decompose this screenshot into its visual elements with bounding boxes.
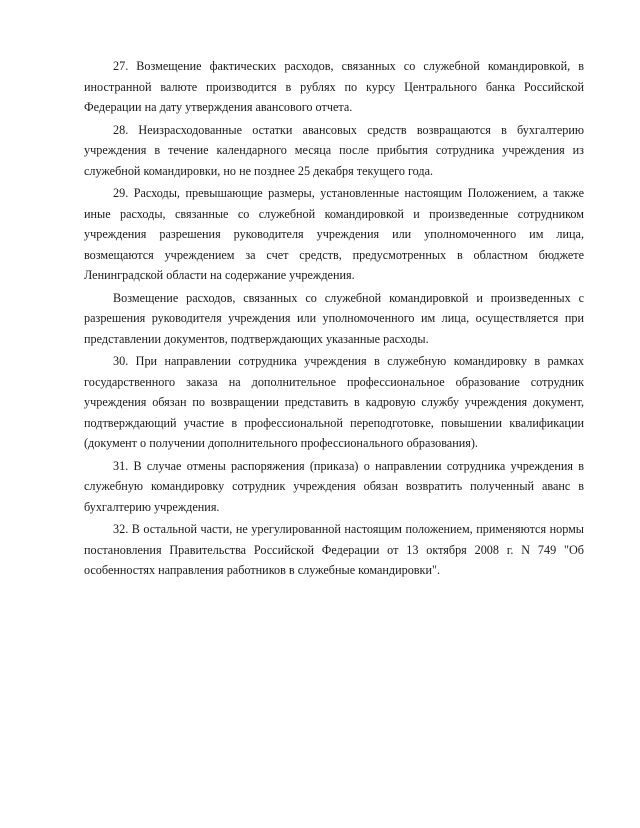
paragraph-30: 30. При направлении сотрудника учреждения в служебную командировку в рамках государственного заказа на дополнительное профессиональное образование сотрудник учреждения обязан по возвращении представить в кадровую службу учреждения документ, подтверждающий участие в профессиональной переподготовке, повышении квалификации (документ о получении дополнительного профессионального образования). xyxy=(84,354,584,450)
paragraph-32: 32. В остальной части, не урегулированной настоящим положением, применяются нормы постановления Правительства Российской Федерации от 13 октября 2008 г. N 749 "Об особенностях направления работников в служебные командировки". xyxy=(84,522,584,577)
paragraph-27: 27. Возмещение фактических расходов, связанных со служебной командировкой, в иностранной валюте производится в рублях по курсу Центрального банка Российской Федерации на дату утверждения авансового отчета. xyxy=(84,59,584,114)
paragraph-29: 29. Расходы, превышающие размеры, установленные настоящим Положением, а также иные расходы, связанные со служебной командировкой и произведенные сотрудником учреждения разрешения руководителя учреждения или уполномоченного им лица, возмещаются учреждением за счет средств, предусмотренных в областном бюджете Ленинградской области на содержание учреждения. xyxy=(84,186,584,282)
paragraph-28: 28. Неизрасходованные остатки авансовых средств возвращаются в бухгалтерию учреждения в течение календарного месяца после прибытия сотрудника учреждения из служебной командировки, но не позднее 25 декабря текущего года. xyxy=(84,122,584,178)
document-body xyxy=(84,56,584,583)
paragraph-29-continuation: Возмещение расходов, связанных со служебной командировкой и произведенных с разрешения руководителя учреждения или уполномоченного им лица, осуществляется при представлении документов, подтверждающих указанные расходы. xyxy=(84,290,584,346)
paragraph-31: 31. В случае отмены распоряжения (приказа) о направлении сотрудника учреждения в служебную командировку сотрудник учреждения обязан возвратить полученный аванс в бухгалтерию учреждения. xyxy=(84,458,584,514)
